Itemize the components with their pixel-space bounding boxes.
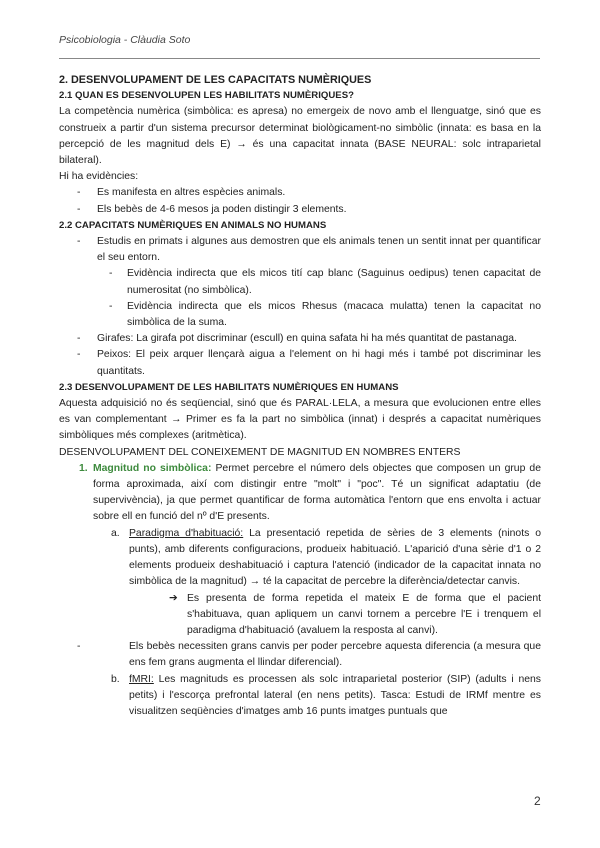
item-text: Els bebès necessiten grans canvis per poder percebre aquesta diferencia (a mesura que ens fem grans augmenta el llindar diferencial). [129, 641, 541, 669]
lettered-item-a [59, 526, 541, 591]
list-item: - Els bebès de 4-6 mesos ja poden distingir 3 elements. [59, 202, 541, 218]
list-marker: 1. [79, 462, 88, 474]
item-label: Magnitud no simbòlica: [93, 462, 212, 474]
item-text: La presentació repetida de sèries de 3 elements (ninots o punts), amb diferents configuracions, produeix habituació. L'aparició d'una sèrie d'1 o 2 elements produeix deshabituació i captura l'atenció (indicador de la capacitat innata no simbòlica de la magnitud) → té la capacitat de percebre la diferència/detectar canvis. [129, 527, 541, 588]
list-marker: a. [111, 527, 120, 539]
item-label: Paradigma d'habituació: [129, 527, 244, 539]
arrow-item [59, 591, 541, 640]
section-2-1-paragraph: La competència numèrica (simbòlica: es apresa) no emergeix de novo amb el llenguatge, sinó que es construeix a partir d'un sistema precursor determinat biològicament-no simbòlic (innata: es basa en la percepció de les magnitud dels E) → és una capacitat innata (BASE NEURAL: solc intraparietal bilateral). [59, 106, 541, 167]
section-2-3-title: 2.3 DESENVOLUPAMENT DE LES HABILITATS NUMÈRIQUES EN HUMANS [59, 381, 399, 393]
item-text: Es presenta de forma repetida el mateix E de forma que el pacient s'habituava, quan apliquem un canvi tornem a percebre l'E i trenquem el paradigma d'habituació (avaluem la resposta al canvi). [187, 592, 541, 636]
subsection-heading: DESENVOLUPAMENT DEL CONEIXEMENT DE MAGNITUD EN NOMBRES ENTERS [59, 446, 461, 458]
sub-list-item: - Evidència indirecta que els micos tití cap blanc (Saguinus oedipus) tenen capacitat de numerositat (no simbòlica). [59, 266, 541, 298]
arrow-icon: ➔ [169, 592, 178, 604]
list-item: - Peixos: El peix arquer llençarà aigua a l'element on hi hagi més i també pot discriminar les quantitats. [59, 347, 541, 379]
page-number: 2 [534, 794, 541, 808]
list-item: - Estudis en primats i algunes aus demostren que els animals tenen un sentit innat per quantificar el seu entorn. [59, 234, 541, 266]
document-body [59, 68, 541, 720]
item-text: Les magnituds es processen als solc intraparietal posterior (SIP) (adults i nens petits) i l'escorça prefrontal lateral (en nens petits). Tasca: Estudi de IRMf mentre es visualitzen seqüències d'imatges amb 16 punts imatges puntuals que [129, 673, 541, 717]
numbered-item-1 [59, 461, 541, 526]
list-item [59, 639, 541, 671]
list-item: - Girafes: La girafa pot discriminar (escull) en quina safata hi ha més quantitat de pastanaga. [59, 331, 541, 347]
section-2-3-paragraph: Aquesta adquisició no és seqüencial, sinó que és PARAL·LELA, a mesura que evolucionen entre elles es van complementant → Primer es fa la part no simbòlica (innat) i després a capacitat numèriques simbòliques més complexes (aritmètica). [59, 398, 541, 442]
section-2-1-title: 2.1 QUAN ES DESENVOLUPEN LES HABILITATS NUMÈRIQUES? [59, 90, 354, 102]
lettered-item-b [59, 672, 541, 721]
header-divider [59, 58, 540, 59]
list-item: - Es manifesta en altres espècies animals. [59, 185, 541, 201]
section-2-2-title: 2.2 CAPACITATS NUMÈRIQUES EN ANIMALS NO HUMANS [59, 219, 327, 231]
list-marker: b. [111, 673, 120, 685]
page-header: Psicobiologia - Clàudia Soto [59, 34, 191, 46]
evidences-intro: Hi ha evidències: [59, 171, 139, 183]
item-label: fMRI: [129, 673, 154, 685]
item-text: Permet percebre el número dels objectes que composen un grup de forma aproximada, així com distingir entre "molt" i "poc". Té un significat adaptatiu (de supervivència), ja que permet quantificar de forma automàtica l'entorn que ens envolta i actuar sobre ell en funció del nº d'E presents. [93, 462, 541, 523]
sub-list-item: - Evidència indirecta que els micos Rhesus (macaca mulatta) tenen la capacitat no simbòlica de la suma. [59, 299, 541, 331]
section-2-title: 2. DESENVOLUPAMENT DE LES CAPACITATS NUMÈRIQUES [59, 74, 372, 86]
